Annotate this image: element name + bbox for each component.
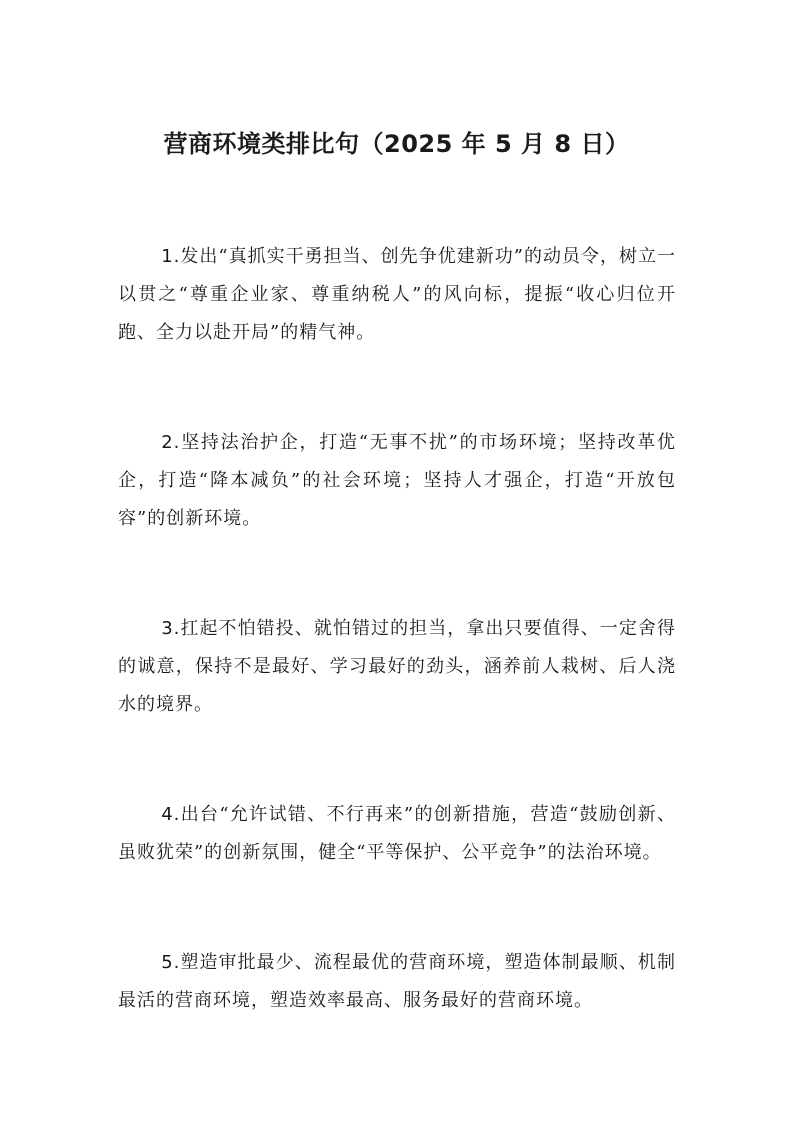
paragraph-text: 塑造审批最少、流程最优的营商环境，塑造体制最顺、机制最活的营商环境，塑造效率最高、服务最好的营商环境。 xyxy=(118,952,676,1011)
paragraph-1 xyxy=(118,238,676,352)
paragraph-5 xyxy=(118,944,676,1020)
paragraph-number: 3. xyxy=(161,618,181,639)
document-title: 营商环境类排比句（2025 年 5 月 8 日） xyxy=(163,130,630,158)
document-body xyxy=(118,238,676,1092)
paragraph-number: 2. xyxy=(161,432,181,453)
paragraph-text: 扛起不怕错投、就怕错过的担当，拿出只要值得、一定舍得的诚意，保持不是最好、学习最好的劲头，涵养前人栽树、后人浇水的境界。 xyxy=(118,618,676,715)
paragraph-number: 5. xyxy=(161,952,181,973)
paragraph-text: 坚持法治护企，打造“无事不扰”的市场环境；坚持改革优企，打造“降本减负”的社会环境；坚持人才强企，打造“开放包容”的创新环境。 xyxy=(118,432,676,529)
paragraph-2 xyxy=(118,424,676,538)
paragraph-number: 1. xyxy=(161,246,181,267)
paragraph-text: 发出“真抓实干勇担当、创先争优建新功”的动员令，树立一以贯之“尊重企业家、尊重纳税人”的风向标，提振“收心归位开跑、全力以赴开局”的精气神。 xyxy=(118,246,676,343)
paragraph-4 xyxy=(118,796,676,872)
paragraph-3 xyxy=(118,610,676,724)
paragraph-number: 4. xyxy=(161,804,181,825)
paragraph-text: 出台“允许试错、不行再来”的创新措施，营造“鼓励创新、虽败犹荣”的创新氛围，健全“平等保护、公平竞争”的法治环境。 xyxy=(118,804,676,863)
